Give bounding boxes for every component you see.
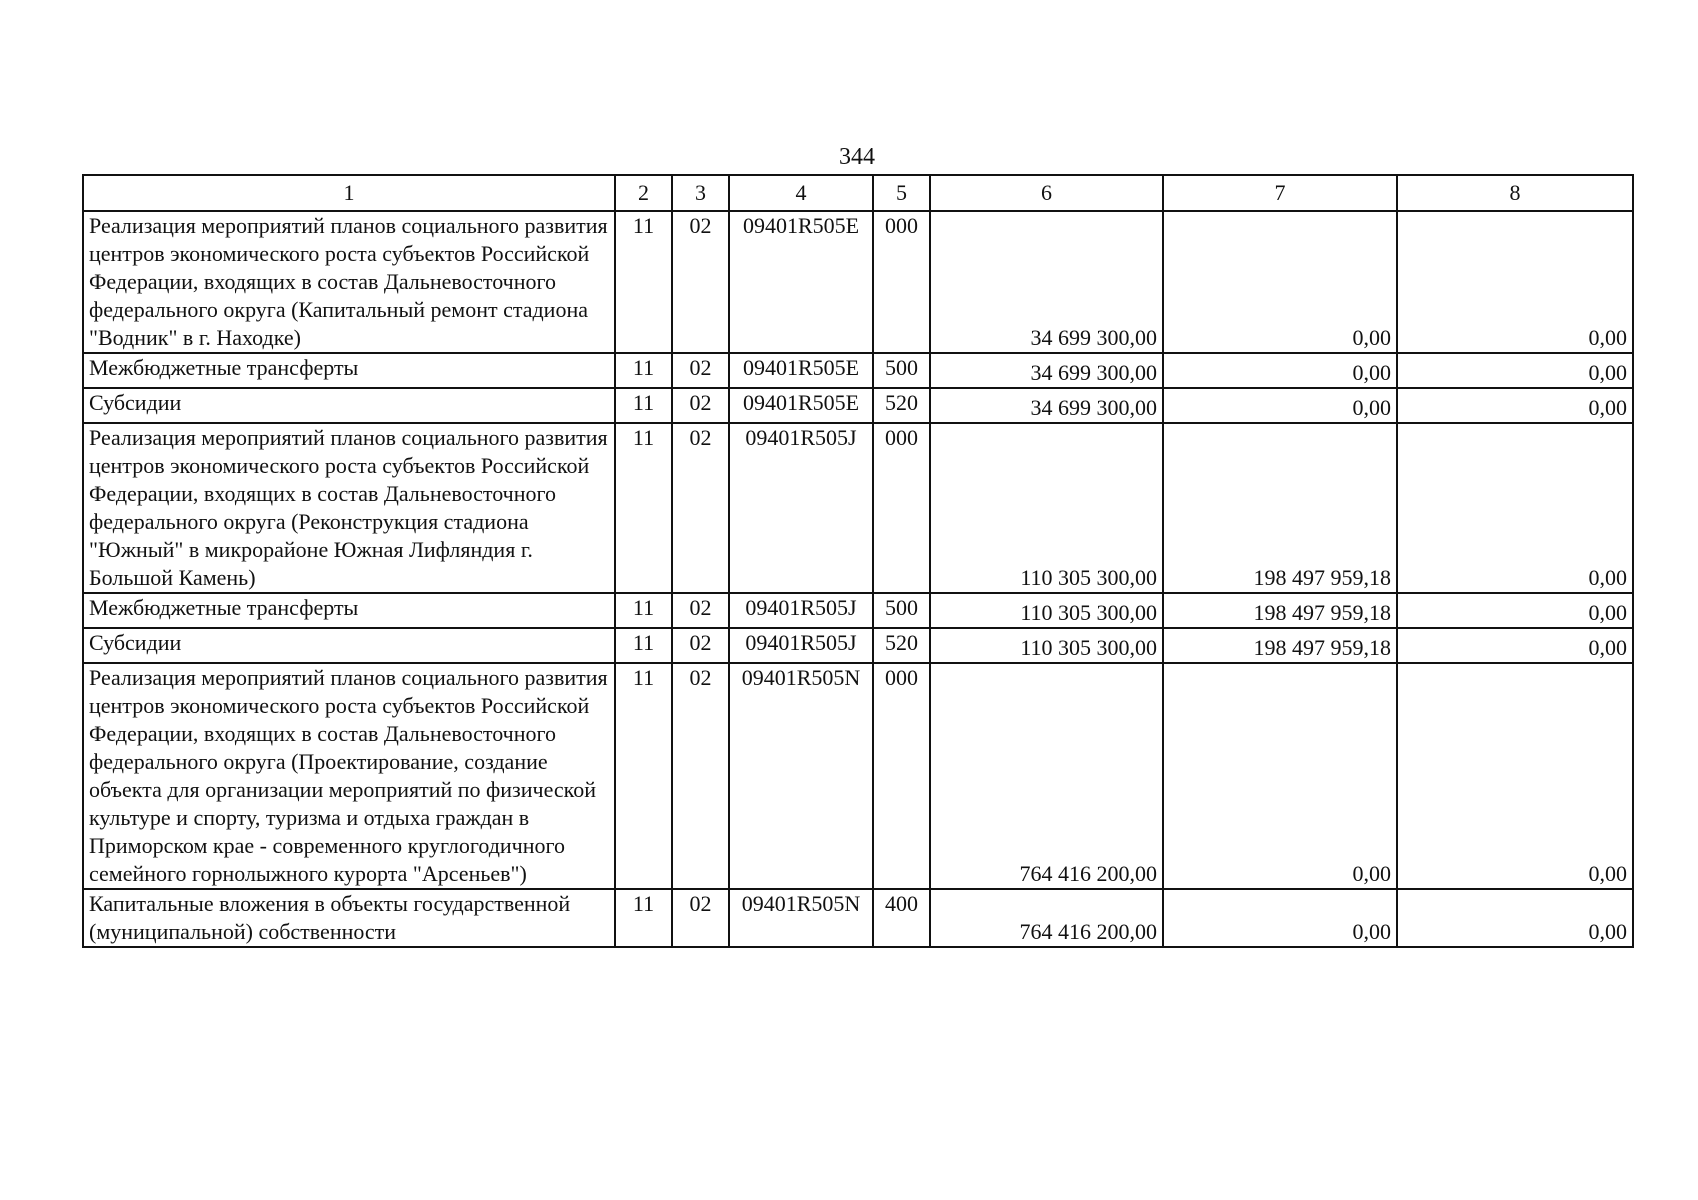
expense-type-cell: 500 [873,353,930,388]
header-cell: 2 [615,175,672,211]
section-code-cell: 11 [615,423,672,593]
amount-col6-cell: 34 699 300,00 [930,353,1163,388]
row-name-cell: Реализация мероприятий планов социального развития центров экономического роста субъектов Российской Федерации, входящих в состав Дальневосточного федерального округа (Капитальный ремонт стадиона "Водник" в г. Находке) [83,211,615,353]
target-article-cell: 09401R505E [729,211,873,353]
amount-col8-cell: 0,00 [1397,889,1633,947]
amount-col8-cell: 0,00 [1397,353,1633,388]
amount-col7-cell: 0,00 [1163,353,1397,388]
expense-type-cell: 520 [873,628,930,663]
subsection-code-cell: 02 [672,593,729,628]
subsection-code-cell: 02 [672,423,729,593]
amount-col6-cell: 110 305 300,00 [930,628,1163,663]
subsection-code-cell: 02 [672,388,729,423]
section-code-cell: 11 [615,593,672,628]
table-row [83,423,1633,593]
row-name-cell: Реализация мероприятий планов социального развития центров экономического роста субъектов Российской Федерации, входящих в состав Дальневосточного федерального округа (Проектирование, создание объекта для организации мероприятий по физической культуре и спорту, туризма и отдыха граждан в Приморском крае - современного круглогодичного семейного горнолыжного курорта "Арсеньев") [83,663,615,889]
amount-col8-cell: 0,00 [1397,593,1633,628]
amount-col8-cell: 0,00 [1397,211,1633,353]
expense-type-cell: 520 [873,388,930,423]
amount-col7-cell: 0,00 [1163,211,1397,353]
subsection-code-cell: 02 [672,628,729,663]
expense-type-cell: 000 [873,663,930,889]
expense-type-cell: 400 [873,889,930,947]
amount-col6-cell: 110 305 300,00 [930,593,1163,628]
amount-col7-cell: 0,00 [1163,388,1397,423]
target-article-cell: 09401R505J [729,423,873,593]
expense-type-cell: 000 [873,423,930,593]
header-cell: 1 [83,175,615,211]
table-row [83,889,1633,947]
table-row [83,353,1633,388]
subsection-code-cell: 02 [672,663,729,889]
header-cell: 8 [1397,175,1633,211]
row-name-cell: Межбюджетные трансферты [83,353,615,388]
amount-col6-cell: 34 699 300,00 [930,211,1163,353]
amount-col7-cell: 198 497 959,18 [1163,593,1397,628]
header-cell: 4 [729,175,873,211]
target-article-cell: 09401R505E [729,388,873,423]
subsection-code-cell: 02 [672,353,729,388]
header-cell: 5 [873,175,930,211]
section-code-cell: 11 [615,663,672,889]
amount-col8-cell: 0,00 [1397,628,1633,663]
target-article-cell: 09401R505J [729,628,873,663]
section-code-cell: 11 [615,388,672,423]
table-row [83,628,1633,663]
amount-col7-cell: 0,00 [1163,889,1397,947]
row-name-cell: Реализация мероприятий планов социального развития центров экономического роста субъектов Российской Федерации, входящих в состав Дальневосточного федерального округа (Реконструкция стадиона "Южный" в микрорайоне Южная Лифляндия г. Большой Камень) [83,423,615,593]
header-cell: 6 [930,175,1163,211]
target-article-cell: 09401R505N [729,663,873,889]
target-article-cell: 09401R505N [729,889,873,947]
table-row [83,593,1633,628]
amount-col6-cell: 764 416 200,00 [930,889,1163,947]
header-cell: 7 [1163,175,1397,211]
amount-col6-cell: 34 699 300,00 [930,388,1163,423]
row-name-cell: Межбюджетные трансферты [83,593,615,628]
amount-col8-cell: 0,00 [1397,388,1633,423]
subsection-code-cell: 02 [672,211,729,353]
amount-col7-cell: 198 497 959,18 [1163,628,1397,663]
section-code-cell: 11 [615,628,672,663]
table-row [83,663,1633,889]
table-row [83,388,1633,423]
target-article-cell: 09401R505E [729,353,873,388]
target-article-cell: 09401R505J [729,593,873,628]
expense-type-cell: 500 [873,593,930,628]
amount-col7-cell: 198 497 959,18 [1163,423,1397,593]
table-row [83,211,1633,353]
budget-table [82,174,1634,948]
section-code-cell: 11 [615,211,672,353]
expense-type-cell: 000 [873,211,930,353]
subsection-code-cell: 02 [672,889,729,947]
page-number: 344 [839,144,875,170]
table-header-row [83,175,1633,211]
amount-col6-cell: 110 305 300,00 [930,423,1163,593]
amount-col8-cell: 0,00 [1397,663,1633,889]
amount-col6-cell: 764 416 200,00 [930,663,1163,889]
row-name-cell: Капитальные вложения в объекты государственной (муниципальной) собственности [83,889,615,947]
amount-col8-cell: 0,00 [1397,423,1633,593]
section-code-cell: 11 [615,889,672,947]
section-code-cell: 11 [615,353,672,388]
row-name-cell: Субсидии [83,628,615,663]
row-name-cell: Субсидии [83,388,615,423]
header-cell: 3 [672,175,729,211]
amount-col7-cell: 0,00 [1163,663,1397,889]
